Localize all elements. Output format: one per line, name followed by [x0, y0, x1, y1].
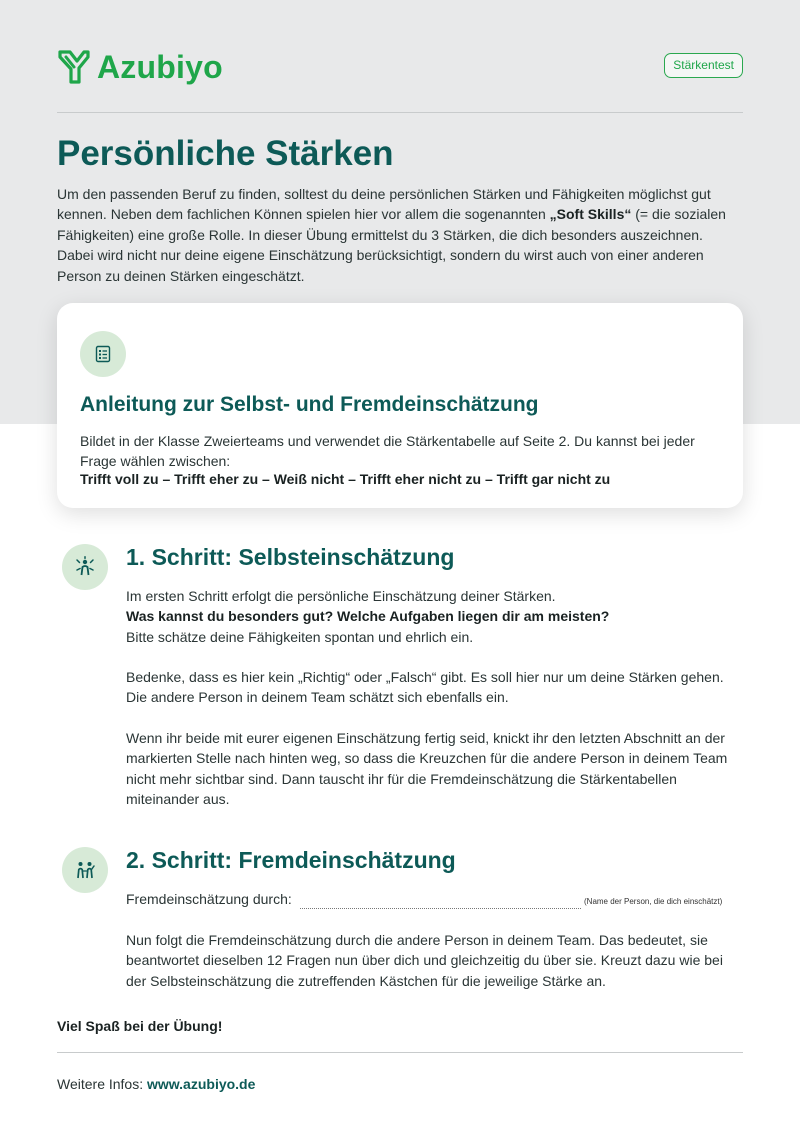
step1-paragraph-2: Bedenke, dass es hier kein „Richtig“ oder „Falsch“ gibt. Es soll hier nur um deine Stärken gehen. Die andere Person in deinem Team schätzt sich ebenfalls ein.: [126, 669, 724, 706]
brand-logo[interactable]: [57, 48, 223, 86]
step1-line-3: Bitte schätze deine Fähigkeiten spontan und ehrlich ein.: [126, 628, 474, 645]
card-text: Bildet in der Klasse Zweierteams und verwendet die Stärkentabelle auf Seite 2. Du kannst bei jeder Frage wählen zwischen:: [80, 433, 695, 469]
intro-text-2: (= die sozialen Fähigkeiten) eine große Rolle. In dieser Übung ermittelst du 3 Stärken, die dich besonders auszeichnen. Dabei wird nicht nur deine eigene Einschätzung berücksichtigt, sondern du wirst auch von einer anderen Person zu deinen Stärken eingeschätzt.: [57, 206, 726, 284]
instruction-card: [57, 303, 743, 508]
azubiyo-logo-icon: [57, 48, 91, 86]
checklist-icon: [94, 345, 112, 363]
card-icon-circle: [80, 331, 126, 377]
card-title: Anleitung zur Selbst- und Fremdeinschätzung: [80, 393, 539, 416]
two-people-icon: [74, 859, 96, 881]
intro-bold: „Soft Skills“: [549, 206, 632, 223]
step1-paragraph-1: [126, 586, 746, 647]
step1-question: Was kannst du besonders gut? Welche Aufgaben liegen dir am meisten?: [126, 608, 610, 625]
header: [57, 44, 743, 88]
assessor-name-line[interactable]: [300, 908, 581, 909]
website-link[interactable]: www.azubiyo.de: [147, 1076, 256, 1092]
assessor-name-field: [126, 891, 756, 911]
step1-line-1: Im ersten Schritt erfolgt die persönliche Einschätzung deiner Stärken.: [126, 588, 556, 604]
answer-scale: Trifft voll zu – Trifft eher zu – Weiß nicht – Trifft eher nicht zu – Trifft gar nicht zu: [80, 471, 611, 487]
intro-text-1: Um den passenden Beruf zu finden, solltest du deine persönlichen Stärken und Fähigkeiten möglichst gut kennen. Neben dem fachlichen Können spielen hier vor allem die sogenannten: [57, 186, 711, 223]
brand-name: Azubiyo: [97, 48, 223, 85]
step1-paragraph-3: Wenn ihr beide mit eurer eigenen Einschätzung fertig seid, knickt ihr den letzten Abschnitt an der markierten Stelle nach hinten weg, so dass die Kreuzchen für die andere Person in deinem Team nicht mehr sichtbar sind. Dann tauscht ihr für die Fremdeinschätzung die Stärkentabellen miteinander aus.: [126, 730, 728, 808]
step2-paragraph-1: Nun folgt die Fremdeinschätzung durch die andere Person in deinem Team. Das bedeutet, sie beantwortet dieselben 12 Fragen nun über dich und gleichzeitig du über sie. Kreuzt dazu wie bei der Selbsteinschätzung die zutreffenden Kästchen für die jeweilige Stärke an.: [126, 932, 723, 989]
intro-paragraph: [57, 184, 743, 286]
assessor-hint: (Name der Person, die dich einschätzt): [584, 897, 723, 906]
footer-divider: [57, 1052, 743, 1053]
header-divider: [57, 112, 743, 113]
step2-title: 2. Schritt: Fremdeinschätzung: [126, 847, 456, 873]
category-badge: Stärkentest: [664, 53, 743, 78]
step1-icon-circle: [62, 544, 108, 590]
person-reflect-icon: [74, 556, 96, 578]
page-title: Persönliche Stärken: [57, 134, 394, 173]
step2-icon-circle: [62, 847, 108, 893]
assessor-label: Fremdeinschätzung durch:: [126, 891, 292, 907]
closing-text: Viel Spaß bei der Übung!: [57, 1018, 223, 1034]
step1-title: 1. Schritt: Selbsteinschätzung: [126, 544, 455, 570]
footer-label: Weitere Infos:: [57, 1076, 148, 1092]
footer: [57, 1076, 255, 1092]
